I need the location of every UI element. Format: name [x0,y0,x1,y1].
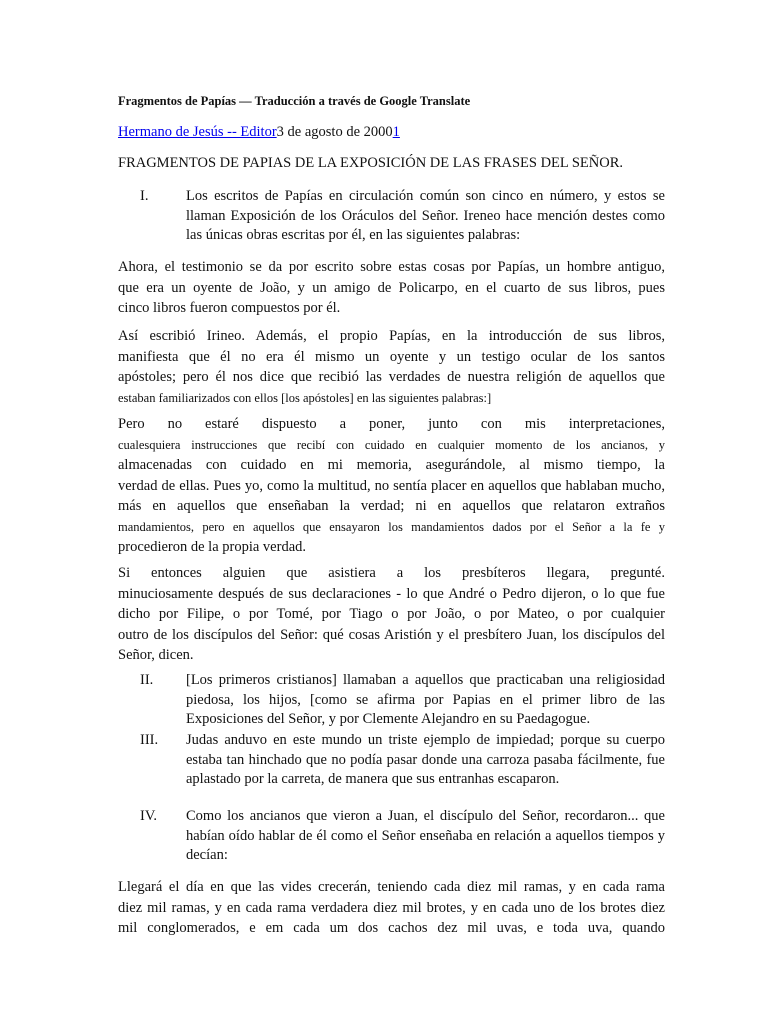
paragraph-line: cualesquiera instrucciones que recibí con cuidado en cualquier momento de los ancianos, y [118,437,665,452]
paragraph-line: outro de los discípulos del Señor: qué cosas Aristión y el presbítero Juan, los discípulos del [118,626,665,643]
paragraph-line: Señor, dicen. [118,647,194,663]
byline [118,124,400,141]
document-title: Fragmentos de Papías — Traducción a través de Google Translate [118,94,471,108]
paragraph-line: más en aquellos que enseñaban la verdad; ni en aquellos que relataron extraños [118,498,665,514]
paragraph [118,877,665,939]
paragraph [118,414,665,558]
item-text: Los escritos de Papías en circulación común son cinco en número, y estos se llaman Exposición de los Oráculos del Señor. Ireneo hace mención destes como las únicas obras escritas por él, en las siguientes palabras: [186,188,665,243]
paragraph [118,563,665,666]
paragraph-line: diez mil ramas, y en cada rama verdadera diez mil brotes, y en cada uno de los brotes diez [118,899,665,916]
paragraph-line: Si entonces alguien que asistiera a los presbíteros llegara, pregunté. [118,565,665,581]
footnote-link[interactable]: 1 [392,124,400,140]
paragraph-line: mandamientos, pero en aquellos que ensayaron los mandamientos dados por el Señor a la fe y [118,519,665,534]
publication-date: 3 de agosto de 2000 [276,124,393,140]
numbered-item [118,807,665,866]
item-text: Judas anduvo en este mundo un triste ejemplo de impiedad; porque su cuerpo estaba tan hinchado que no podía pasar donde una carroza pasaba fácilmente, fue aplastado por la carreta, de manera que sus entranhas escaparon. [186,732,665,787]
paragraph-line: apóstoles; pero él nos dice que recibió las verdades de nuestra religión de aquellos que [118,369,665,385]
paragraph-line: procedieron de la propia verdad. [118,539,307,555]
paragraph-line: almacenadas con cuidado en mi memoria, asegurándole, al mismo tiempo, la [118,457,665,473]
paragraph-line: estaban familiarizados con ellos [los apóstoles] en las siguientes palabras:] [118,390,492,405]
paragraph-line: Ahora, el testimonio se da por escrito sobre estas cosas por Papías, un hombre antiguo, [118,259,665,275]
item-number: II. [140,672,154,688]
paragraph-line: Llegará el día en que las vides crecerán, teniendo cada diez mil ramas, y en cada rama [118,879,665,895]
paragraph-line: manifiesta que él no era él mismo un oyente y un testigo ocular de los santos [118,348,665,365]
paragraph-line: Así escribió Irineo. Además, el propio Papías, en la introducción de sus libros, [118,328,665,344]
numbered-item [118,671,665,730]
item-text: Como los ancianos que vieron a Juan, el discípulo del Señor, recordaron... que habían oído hablar de él como el Señor enseñaba en relación a aquellos tiempos y decían: [186,808,665,863]
section-heading: FRAGMENTOS DE PAPIAS DE LA EXPOSICIÓN DE LAS FRASES DEL SEÑOR. [118,155,624,171]
paragraph-line: verdad de ellas. Pues yo, como la multitud, no sentía placer en aquellos que hablaban mucho, [118,477,665,494]
numbered-item [118,187,665,246]
numbered-item [118,731,665,790]
paragraph-line: dicho por Filipe, o por Tomé, por Tiago o por João, o por Mateo, o por cualquier [118,606,665,622]
author-link[interactable]: Hermano de Jesús -- Editor [118,124,277,140]
paragraph [118,257,665,319]
paragraph-line: Pero no estaré dispuesto a poner, junto con mis interpretaciones, [118,416,665,432]
paragraph-line: cinco libros fueron compuestos por él. [118,300,341,316]
paragraph [118,326,665,408]
paragraph-line: minuciosamente después de sus declaraciones - lo que André o Pedro dijeron, o lo que fue [118,585,665,602]
paragraph-line: que era un oyente de João, y un amigo de Policarpo, en el cuarto de sus libros, pues [118,279,665,296]
item-number: I. [140,188,149,204]
item-number: III. [140,732,159,748]
paragraph-line: mil conglomerados, e em cada um dos cachos dez mil uvas, e toda uva, quando [118,920,665,936]
item-text: [Los primeros cristianos] llamaban a aquellos que practicaban una religiosidad piedosa, los hijos, [como se afirma por Papias en el primer libro de las Exposiciones del Señor, y por Clemente Alejandro en su Paedagogue. [186,672,665,727]
item-number: IV. [140,808,158,824]
